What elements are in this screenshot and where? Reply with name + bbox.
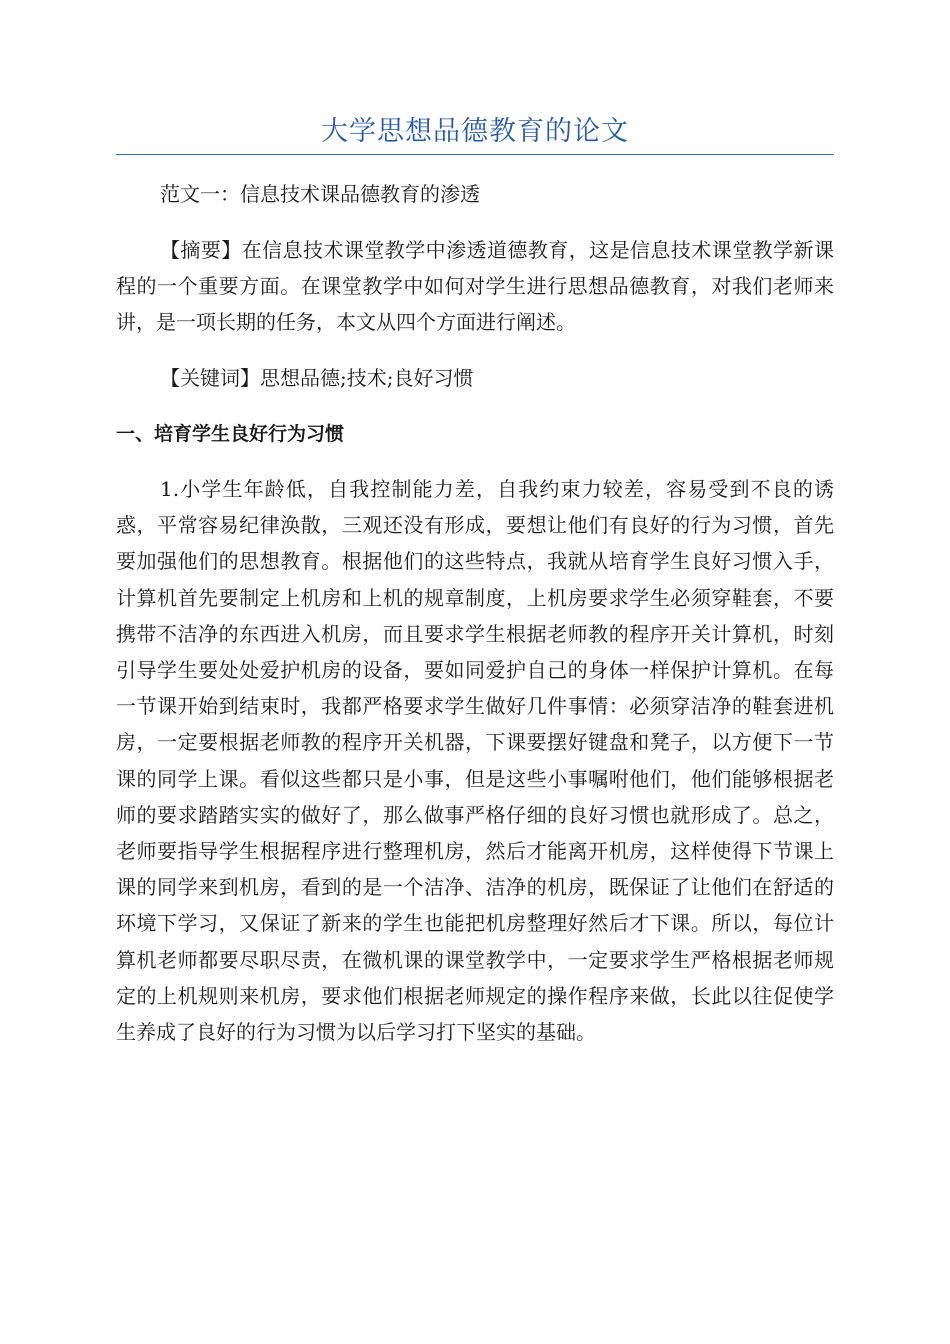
document-title: 大学思想品德教育的论文 [321, 116, 629, 147]
body-paragraph: 1.小学生年龄低，自我控制能力差，自我约束力较差，容易受到不良的诱惑，平常容易纪律涣散，三观还没有形成，要想让他们有良好的行为习惯，首先要加强他们的思想教育。根据他们的这些特点，我就从培育学生良好习惯入手，计算机首先要制定上机房和上机的规章制度，上机房要求学生必须穿鞋套，不要携带不洁净的东西进入机房，而且要求学生根据老师教的程序开关计算机，时刻引导学生要处处爱护机房的设备，要如同爱护自己的身体一样保护计算机。在每一节课开始到结束时，我都严格要求学生做好几件事情：必须穿洁净的鞋套进机房，一定要根据老师教的程序开关机器，下课要摆好键盘和凳子，以方便下一节课的同学上课。看似这些都只是小事，但是这些小事嘱咐他们，他们能够根据老师的要求踏踏实实的做好了，那么做事严格仔细的良好习惯也就形成了。总之，老师要指导学生根据程序进行整理机房，然后才能离开机房，这样使得下节课上课的同学来到机房，看到的是一个洁净、洁净的机房，既保证了让他们在舒适的环境下学习，又保证了新来的学生也能把机房整理好然后才下课。所以，每位计算机老师都要尽职尽责，在微机课的课堂教学中，一定要求学生严格根据老师规定的上机规则来机房，要求他们根据老师规定的操作程序来做，长此以往促使学生养成了良好的行为习惯为以后学习打下坚实的基础。 [116, 477, 834, 1045]
abstract-paragraph: 【摘要】在信息技术课堂教学中渗透道德教育，这是信息技术课堂教学新课程的一个重要方面。在课堂教学中如何对学生进行思想品德教育，对我们老师来讲，是一项长期的任务，本文从四个方面进行阐述。 [116, 238, 834, 335]
keywords-paragraph: 【关键词】思想品德;技术;良好习惯 [160, 366, 474, 390]
title-underline [116, 154, 834, 155]
article-subtitle: 范文一：信息技术课品德教育的渗透 [160, 182, 480, 206]
section-heading: 一、培育学生良好行为习惯 [116, 423, 345, 445]
